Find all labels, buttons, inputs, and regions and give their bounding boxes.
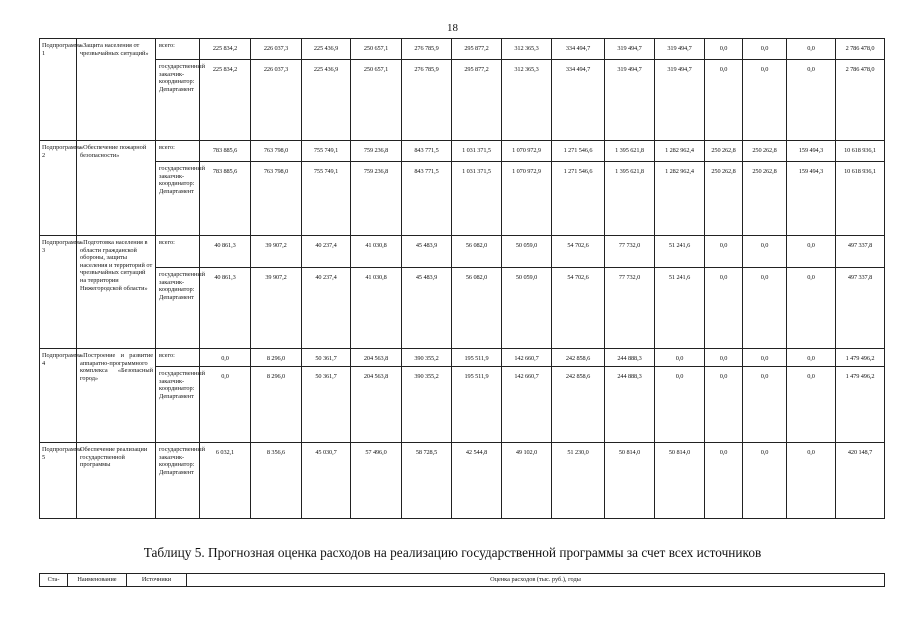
value-cell: 39 907,2 [251,268,302,349]
value-cell: 250 262,8 [705,141,743,162]
value-cell: 54 702,6 [552,268,605,349]
table5-header-status: Ста- [40,574,68,587]
value-cell: 763 798,0 [251,162,302,236]
value-cell: 1 031 371,5 [452,162,502,236]
value-cell: 0,0 [743,268,787,349]
value-cell: 195 511,9 [452,367,502,443]
value-cell: 45 483,9 [402,268,452,349]
value-cell: 390 355,2 [402,349,452,367]
value-cell: 204 563,8 [351,349,402,367]
subprogram-5-customer-row [40,443,885,519]
value-cell: 759 236,8 [351,162,402,236]
value-cell-total: 10 618 936,1 [836,162,885,236]
value-cell: 1 070 972,9 [502,141,552,162]
subprogram-code: Подпрограмма 5 [40,443,77,519]
value-cell: 0,0 [743,367,787,443]
subprogram-name: Обеспечение реализации государственной программы [77,443,156,519]
subprogram-3-customer-row [40,268,885,349]
value-cell: 319 494,7 [605,39,655,60]
value-cell: 0,0 [200,367,251,443]
customer-label: государственный заказчик-координатор: Департамент [156,443,200,519]
value-cell: 0,0 [705,367,743,443]
value-cell: 319 494,7 [655,60,705,141]
value-cell: 0,0 [787,39,836,60]
subprogram-4-customer-row [40,367,885,443]
value-cell: 0,0 [705,39,743,60]
table5-header [39,573,885,587]
value-cell: 312 365,3 [502,60,552,141]
value-cell: 0,0 [787,60,836,141]
value-cell: 759 236,8 [351,141,402,162]
subprogram-name: «Обеспечение пожарной безопасности» [77,141,156,236]
value-cell: 1 031 371,5 [452,141,502,162]
value-cell: 39 907,2 [251,236,302,268]
value-cell: 755 749,1 [302,141,351,162]
value-cell: 783 885,6 [200,162,251,236]
subprogram-code: Подпрограмма 2 [40,141,77,236]
value-cell: 250 657,1 [351,60,402,141]
value-cell: 8 296,0 [251,367,302,443]
value-cell-total: 497 337,8 [836,236,885,268]
value-cell: 225 834,2 [200,60,251,141]
table5-caption: Таблицу 5. Прогнозная оценка расходов на реализацию государственной программы за счет всех источников [143,545,762,560]
value-cell: 1 395 621,8 [605,162,655,236]
total-label: всего: [156,236,200,268]
value-cell: 8 296,0 [251,349,302,367]
value-cell: 250 262,8 [705,162,743,236]
value-cell: 142 660,7 [502,349,552,367]
value-cell: 334 494,7 [552,60,605,141]
value-cell: 242 858,6 [552,367,605,443]
value-cell: 0,0 [743,349,787,367]
value-cell: 0,0 [705,60,743,141]
subprogram-2-total-row [40,141,885,162]
value-cell: 0,0 [655,367,705,443]
value-cell: 41 030,8 [351,268,402,349]
value-cell: 0,0 [787,367,836,443]
value-cell: 1 271 546,6 [552,162,605,236]
value-cell: 50 361,7 [302,367,351,443]
subprogram-code: Подпрограмма 1 [40,39,77,141]
value-cell: 225 834,2 [200,39,251,60]
value-cell-total: 497 337,8 [836,268,885,349]
value-cell-total: 2 786 478,0 [836,60,885,141]
value-cell: 0,0 [705,443,743,519]
value-cell: 56 082,0 [452,268,502,349]
value-cell: 225 436,9 [302,39,351,60]
value-cell: 0,0 [200,349,251,367]
subprogram-code: Подпрограмма 3 [40,236,77,349]
value-cell: 1 395 621,8 [605,141,655,162]
value-cell-total: 1 479 496,2 [836,349,885,367]
value-cell: 51 230,0 [552,443,605,519]
value-cell: 142 660,7 [502,367,552,443]
total-label: всего: [156,39,200,60]
value-cell: 57 496,0 [351,443,402,519]
value-cell: 244 888,3 [605,349,655,367]
customer-label: государственный заказчик-координатор: Департамент [156,367,200,443]
value-cell: 843 771,5 [402,141,452,162]
subprogram-code: Подпрограмма 4 [40,349,77,443]
value-cell: 319 494,7 [605,60,655,141]
value-cell: 6 032,1 [200,443,251,519]
value-cell: 51 241,6 [655,236,705,268]
value-cell: 334 494,7 [552,39,605,60]
value-cell-total: 1 479 496,2 [836,367,885,443]
value-cell: 0,0 [743,236,787,268]
value-cell: 276 785,9 [402,39,452,60]
subprogram-name: «Построение и развитие аппаратно-программного комплекса «Безопасный город» [77,349,156,443]
value-cell: 58 728,5 [402,443,452,519]
value-cell: 0,0 [787,349,836,367]
value-cell: 0,0 [787,443,836,519]
value-cell: 77 732,0 [605,236,655,268]
value-cell: 295 877,2 [452,39,502,60]
table5-header-name: Наименование [68,574,127,587]
subprogram-name: «Подготовка населения в области гражданской обороны, защиты населения и территорий от чрезвычайных ситуаций на территории Нижегородской области» [77,236,156,349]
value-cell: 226 037,3 [251,60,302,141]
subprogram-1-customer-row [40,60,885,141]
value-cell: 8 356,6 [251,443,302,519]
value-cell: 250 262,8 [743,162,787,236]
value-cell: 250 657,1 [351,39,402,60]
value-cell: 0,0 [787,236,836,268]
value-cell: 40 237,4 [302,236,351,268]
customer-label: государственный заказчик-координатор: Департамент [156,268,200,349]
subprogram-3-total-row [40,236,885,268]
value-cell: 0,0 [743,60,787,141]
value-cell: 276 785,9 [402,60,452,141]
subprogram-4-total-row [40,349,885,367]
value-cell: 51 241,6 [655,268,705,349]
table5-header-sources: Источники [127,574,187,587]
value-cell: 50 059,0 [502,268,552,349]
value-cell: 1 271 546,6 [552,141,605,162]
value-cell: 390 355,2 [402,367,452,443]
value-cell: 45 483,9 [402,236,452,268]
table5-header-estimate: Оценка расходов (тыс. руб.), годы [187,574,885,587]
value-cell: 54 702,6 [552,236,605,268]
value-cell-total: 10 618 936,1 [836,141,885,162]
subprogram-funding-table [39,38,885,519]
value-cell: 77 732,0 [605,268,655,349]
value-cell: 50 059,0 [502,236,552,268]
total-label: всего: [156,141,200,162]
value-cell: 49 102,0 [502,443,552,519]
value-cell: 159 494,3 [787,162,836,236]
value-cell: 843 771,5 [402,162,452,236]
value-cell: 195 511,9 [452,349,502,367]
value-cell: 159 494,3 [787,141,836,162]
value-cell: 0,0 [705,268,743,349]
value-cell: 1 282 962,4 [655,162,705,236]
value-cell: 755 749,1 [302,162,351,236]
subprogram-1-total-row [40,39,885,60]
value-cell: 0,0 [655,349,705,367]
value-cell: 41 030,8 [351,236,402,268]
value-cell: 295 877,2 [452,60,502,141]
value-cell-total: 420 148,7 [836,443,885,519]
value-cell: 56 082,0 [452,236,502,268]
value-cell: 250 262,8 [743,141,787,162]
value-cell: 225 436,9 [302,60,351,141]
value-cell: 45 030,7 [302,443,351,519]
value-cell: 0,0 [743,39,787,60]
value-cell: 763 798,0 [251,141,302,162]
value-cell: 50 814,0 [655,443,705,519]
value-cell: 42 544,8 [452,443,502,519]
customer-label: государственный заказчик-координатор: Департамент [156,60,200,141]
value-cell: 0,0 [743,443,787,519]
page-number: 18 [447,22,458,34]
subprogram-name: «Защита населения от чрезвычайных ситуаций» [77,39,156,141]
value-cell-total: 2 786 478,0 [836,39,885,60]
value-cell: 50 361,7 [302,349,351,367]
value-cell: 312 365,3 [502,39,552,60]
value-cell: 226 037,3 [251,39,302,60]
value-cell: 1 282 962,4 [655,141,705,162]
value-cell: 242 858,6 [552,349,605,367]
value-cell: 0,0 [705,236,743,268]
value-cell: 204 563,8 [351,367,402,443]
customer-label: государственный заказчик-координатор: Департамент [156,162,200,236]
value-cell: 319 494,7 [655,39,705,60]
value-cell: 1 070 972,9 [502,162,552,236]
value-cell: 50 814,0 [605,443,655,519]
value-cell: 40 237,4 [302,268,351,349]
value-cell: 0,0 [787,268,836,349]
value-cell: 40 861,3 [200,268,251,349]
value-cell: 783 885,6 [200,141,251,162]
total-label: всего: [156,349,200,367]
subprogram-2-customer-row [40,162,885,236]
value-cell: 40 861,3 [200,236,251,268]
value-cell: 244 888,3 [605,367,655,443]
value-cell: 0,0 [705,349,743,367]
